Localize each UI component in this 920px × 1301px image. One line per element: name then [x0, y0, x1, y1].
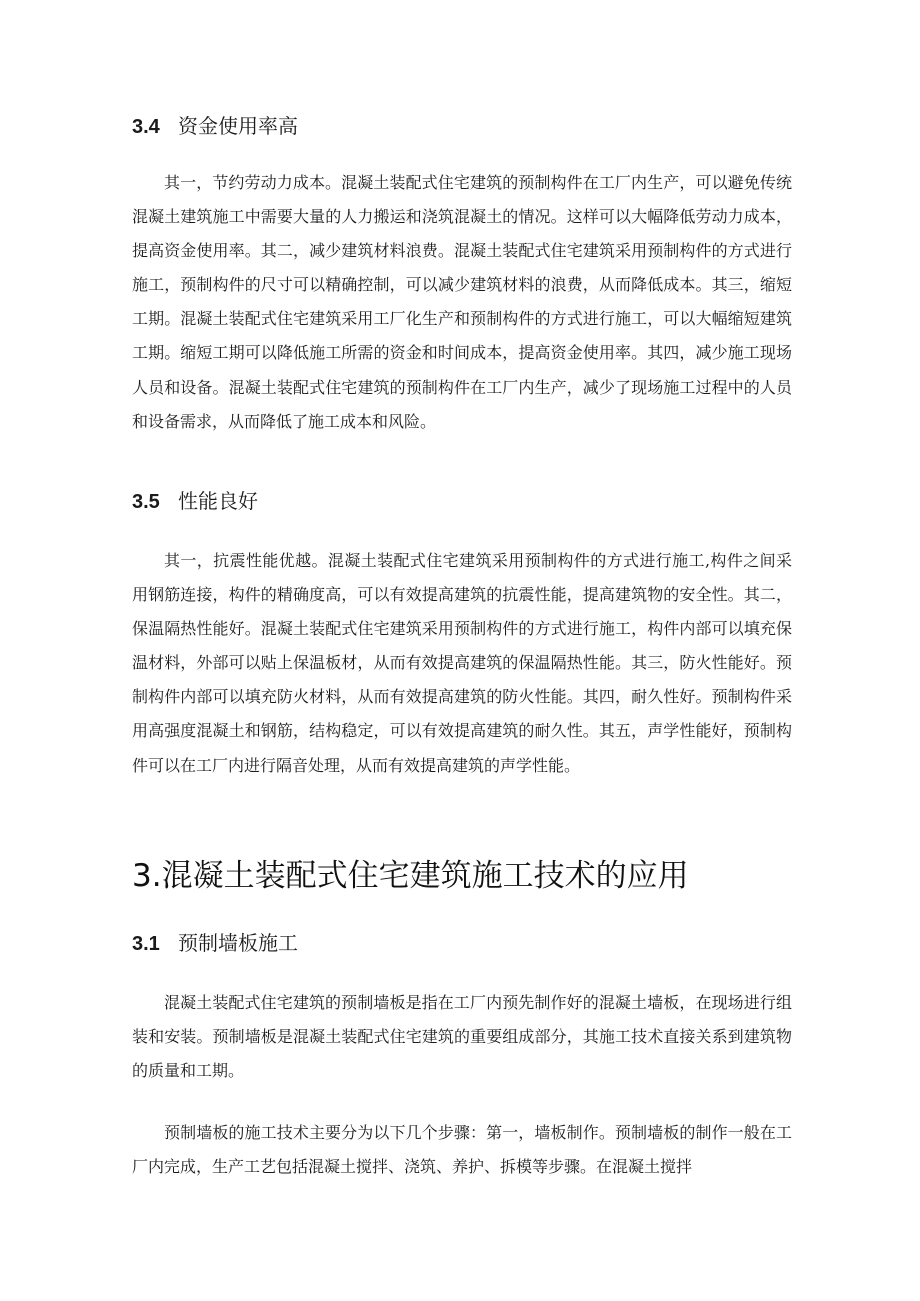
paragraph-3-1-b: 预制墙板的施工技术主要分为以下几个步骤：第一，墙板制作。预制墙板的制作一般在工厂内完成，生产工艺包括混凝土搅拌、浇筑、养护、拆模等步骤。在混凝土搅拌 [132, 1123, 792, 1177]
section-title: 性能良好 [178, 489, 258, 513]
section-title: 资金使用率高 [178, 114, 298, 138]
section-title: 预制墙板施工 [178, 931, 298, 955]
chapter-heading-3: 3.混凝土装配式住宅建筑施工技术的应用 [132, 858, 689, 894]
section-heading-3-5 [132, 487, 258, 516]
section-heading-3-1 [132, 929, 298, 958]
paragraph-3-4: 其一，节约劳动力成本。混凝土装配式住宅建筑的预制构件在工厂内生产，可以避免传统混凝土建筑施工中需要大量的人力搬运和浇筑混凝土的情况。这样可以大幅降低劳动力成本，提高资金使用率。其二，减少建筑材料浪费。混凝土装配式住宅建筑采用预制构件的方式进行施工，预制构件的尺寸可以精确控制，可以减少建筑材料的浪费，从而降低成本。其三，缩短工期。混凝土装配式住宅建筑采用工厂化生产和预制构件的方式进行施工，可以大幅缩短建筑工期。缩短工期可以降低施工所需的资金和时间成本，提高资金使用率。其四，减少施工现场人员和设备。混凝土装配式住宅建筑的预制构件在工厂内生产，减少了现场施工过程中的人员和设备需求，从而降低了施工成本和风险。 [132, 173, 792, 431]
section-number: 3.1 [132, 933, 160, 955]
paragraph-3-1-a: 混凝土装配式住宅建筑的预制墙板是指在工厂内预先制作好的混凝土墙板，在现场进行组装和安装。预制墙板是混凝土装配式住宅建筑的重要组成部分，其施工技术直接关系到建筑物的质量和工期。 [132, 993, 792, 1081]
section-number: 3.5 [132, 491, 160, 513]
paragraph-3-5: 其一，抗震性能优越。混凝土装配式住宅建筑采用预制构件的方式进行施工,构件之间采用钢筋连接，构件的精确度高，可以有效提高建筑的抗震性能，提高建筑物的安全性。其二，保温隔热性能好。混凝土装配式住宅建筑采用预制构件的方式进行施工，构件内部可以填充保温材料，外部可以贴上保温板材，从而有效提高建筑的保温隔热性能。其三，防火性能好。预制构件内部可以填充防火材料，从而有效提高建筑的防火性能。其四，耐久性好。预制构件采用高强度混凝土和钢筋，结构稳定，可以有效提高建筑的耐久性。其五，声学性能好，预制构件可以在工厂内进行隔音处理，从而有效提高建筑的声学性能。 [132, 551, 792, 775]
section-number: 3.4 [132, 116, 160, 138]
section-heading-3-4 [132, 112, 298, 141]
